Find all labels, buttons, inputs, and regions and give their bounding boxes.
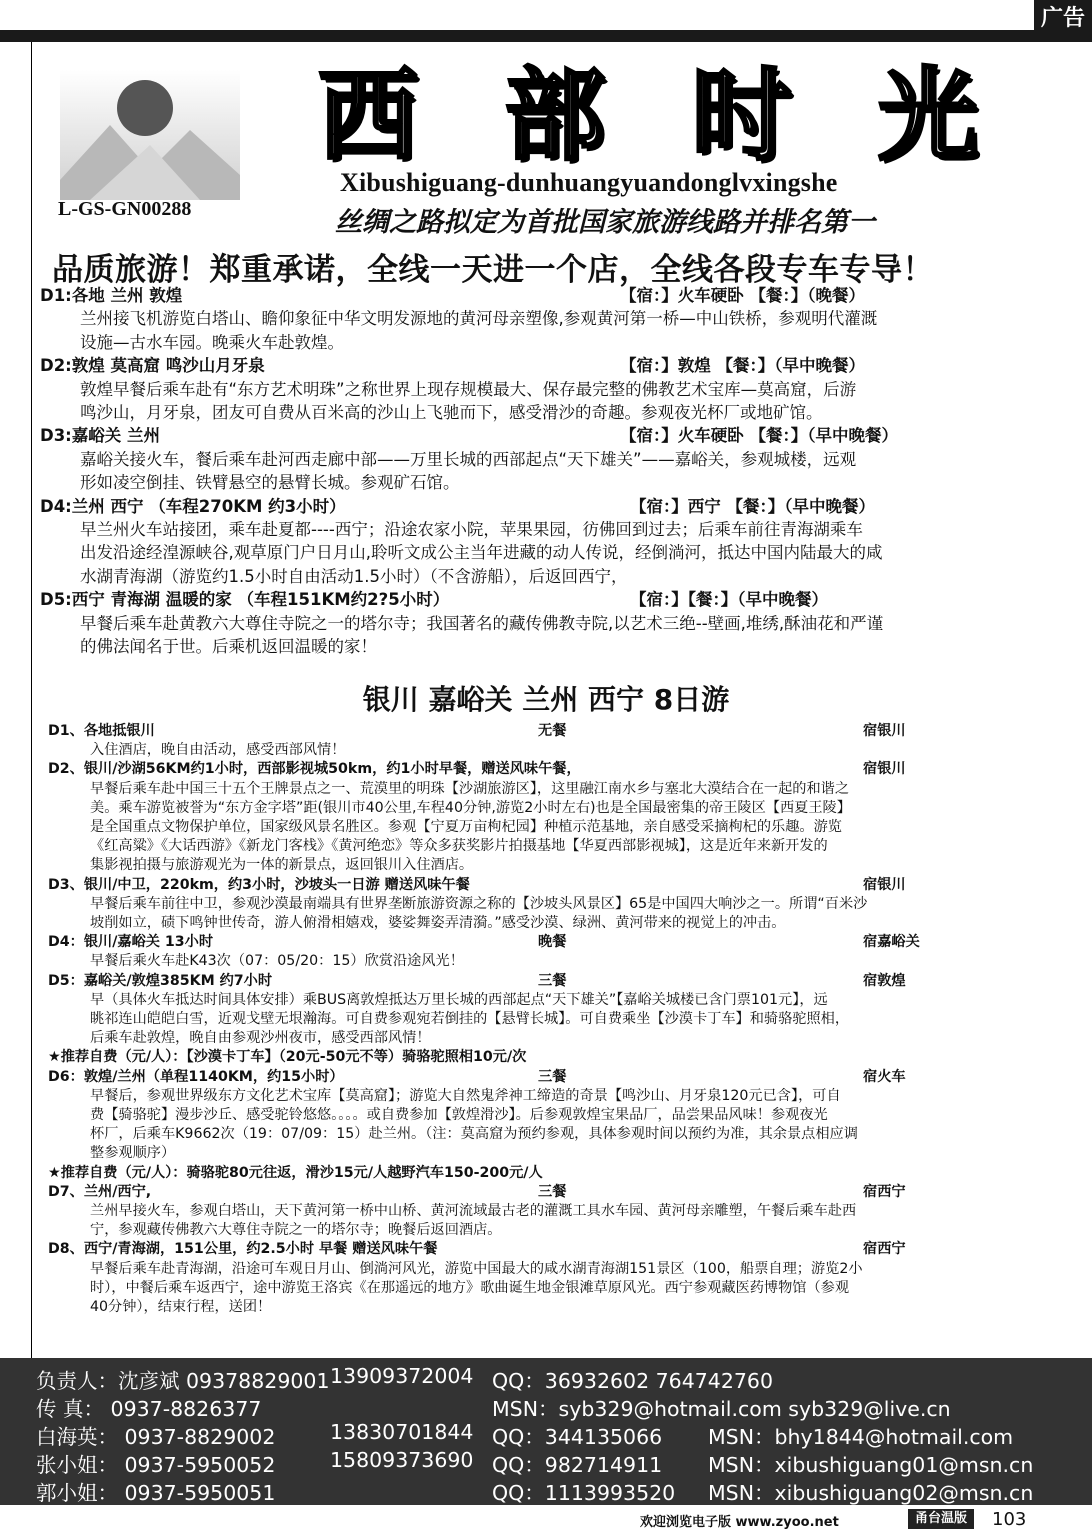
day-title: D3、银川/中卫，220km，约3小时，沙坡头一日游 赠送风味午餐 xyxy=(48,876,470,893)
tour2-itinerary xyxy=(48,722,1058,1317)
contact-qq: MSN：syb329@hotmail.com syb329@live.cn xyxy=(492,1397,951,1421)
day-info: 【宿：】西宁 【餐：】（早中晚餐） xyxy=(630,496,875,516)
edition-tag: 甬台温版 xyxy=(908,1509,974,1529)
contact-name-phone: 负责人：沈彦斌 09378829001 xyxy=(36,1369,330,1393)
contact-qq: QQ：344135066 xyxy=(492,1425,663,1449)
day-row xyxy=(48,876,1058,895)
day-title: D2:敦煌 莫高窟 鸣沙山月牙泉 xyxy=(40,356,265,376)
day-description: 兰州早接火车，参观白塔山，天下黄河第一桥中山桥、黄河流域最古老的灌溉工具水车园、黄河母亲雕塑，午餐后乘车赴西 xyxy=(90,1202,857,1219)
day-row xyxy=(40,495,1060,518)
day-stay: 宿火车 xyxy=(863,1068,906,1085)
recommended-extras: ★推荐自费（元/人）：【沙漠卡丁车】（20元-50元不等）骑骆驼照相10元/次 xyxy=(48,1049,527,1066)
day-description: 设施—古水车园。晚乘火车赴敦煌。 xyxy=(80,332,344,352)
day-stay: 宿西宁 xyxy=(863,1183,906,1200)
day-row xyxy=(48,933,1058,952)
contact-row xyxy=(0,1386,1092,1421)
day-row xyxy=(48,760,1058,779)
contact-mobile: 13909372004 xyxy=(330,1364,474,1388)
day-row xyxy=(48,1240,1058,1259)
contact-row xyxy=(0,1358,1092,1393)
day-meal: 三餐 xyxy=(538,972,567,989)
contact-panel xyxy=(0,1358,1092,1505)
brand-title xyxy=(318,56,978,174)
day-description: 嘉峪关接火车，餐后乘车赴河西走廊中部——万里长城的西部起点“天下雄关”——嘉峪关，参观城楼，远观 xyxy=(80,449,857,469)
day-title: D7、兰州/西宁, xyxy=(48,1183,152,1200)
contact-qq: QQ：1113993520 xyxy=(492,1481,676,1505)
day-row xyxy=(40,588,1060,611)
day-description: 出发沿途经湟源峡谷,观草原门户日月山,聆听文成公主当年进藏的动人传说，经倒淌河，抵达中国内陆最大的咸 xyxy=(80,543,883,563)
contact-qq: QQ：36932602 764742760 xyxy=(492,1369,774,1393)
day-description: 鸣沙山，月牙泉，团友可自费从百米高的沙山上飞驰而下，感受滑沙的奇趣。参观夜光杯厂或地矿馆。 xyxy=(80,403,823,422)
contact-name-phone: 张小姐： 0937-5950052 xyxy=(36,1453,276,1477)
day-description: 费【骑骆驼】漫步沙丘、感受驼铃悠悠。。。。或自费参加【敦煌滑沙】。后参观敦煌宝果品厂，品尝果品风味！参观夜光 xyxy=(90,1106,828,1123)
day-row xyxy=(48,1068,1058,1087)
day-meal: 三餐 xyxy=(538,1183,567,1200)
day-description: 水湖青海湖（游览约1.5小时自由活动1.5小时）（不含游船），后返回西宁， xyxy=(80,566,628,586)
day-info: 【宿：】火车硬卧 【餐：】（早中晚餐） xyxy=(620,426,898,446)
day-description: 集影视拍摄与旅游观光为一体的新景点，返回银川入住酒店。 xyxy=(90,857,474,874)
day-description: 《红高粱》《大话西游》《新龙门客栈》《黄河绝恋》等众多获奖影片拍摄基地【华夏西部影视城】，这是近年来新开发的 xyxy=(90,838,828,855)
day-meal: 三餐 xyxy=(538,1068,567,1085)
page-number: 103 xyxy=(992,1509,1027,1530)
day-description: 早餐后乘车前往中卫，参观沙漠最南端具有世界垄断旅游资源之称的【沙坡头风景区】65是中国四大响沙之一。所谓“百米沙 xyxy=(90,895,868,912)
tour2-heading: 银川 嘉峪关 兰州 西宁 8日游 xyxy=(362,683,730,716)
day-description: 早餐后乘车赴中国三十五个王牌景点之一、荒漠里的明珠【沙湖旅游区】，这里融江南水乡与塞北大漠结合在一起的和谐之 xyxy=(90,780,850,797)
contact-row xyxy=(0,1442,1092,1477)
day-description: 美。乘车游览被誉为“东方金字塔”距(银川市40公里,车程40分钟,游览2小时左右)也是全国最密集的帝王陵区【西夏王陵】 xyxy=(90,799,851,816)
day-title: D4：银川/嘉峪关 13小时 xyxy=(48,934,214,951)
day-meal: 晚餐 xyxy=(538,934,567,951)
company-logo xyxy=(60,70,240,200)
day-description: 形如凌空倒挂、铁臂悬空的悬臂长城。参观矿石馆。 xyxy=(80,473,460,493)
title-char: 部 xyxy=(504,56,605,174)
day-stay: 宿西宁 xyxy=(863,1241,906,1258)
day-description: 坡削如立，碛下鸣钟世传奇，游人俯滑相嬉戏，婆娑舞姿弄清漪。”感受沙漠、绿洲、黄河带来的视觉上的冲击。 xyxy=(90,914,786,931)
ad-tag: 广告 xyxy=(1034,0,1092,40)
page-footer xyxy=(0,1505,1092,1533)
day-description: 早（具体火车抵达时间具体安排）乘BUS离敦煌抵达万里长城的西部起点“天下雄关”【嘉峪关城楼已含门票101元】，远 xyxy=(90,991,828,1008)
day-description: 早兰州火车站接团，乘车赴夏都----西宁；沿途农家小院，苹果果园，彷佛回到过去；后乘车前往青海湖乘车 xyxy=(80,520,863,539)
title-char: 时 xyxy=(691,56,792,174)
day-meal: 无餐 xyxy=(538,723,567,739)
day-stay: 宿嘉峪关 xyxy=(863,934,920,951)
contact-mobile: 13830701844 xyxy=(330,1420,474,1444)
day-stay: 宿银川 xyxy=(863,761,906,778)
day-title: D4:兰州 西宁 （车程270KM 约3小时） xyxy=(40,496,346,516)
contact-name-phone: 传 真： 0937-8826377 xyxy=(36,1397,262,1421)
day-title: D5:西宁 青海湖 温暖的家 （车程151KM约2?5小时） xyxy=(40,590,450,610)
day-description: 早餐后，参观世界级东方文化艺术宝库【莫高窟】；游览大自然鬼斧神工缔造的奇景【鸣沙山、月牙泉120元已含】，可自 xyxy=(90,1087,841,1104)
contact-row xyxy=(0,1470,1092,1505)
welcome-text: 欢迎浏览电子版 www.zyoo.net xyxy=(640,1515,839,1530)
contact-qq: QQ：982714911 xyxy=(492,1453,663,1477)
contact-msn: MSN：bhy1844@hotmail.com xyxy=(708,1425,1014,1449)
day-title: D2、银川/沙湖56KM约1小时，西部影视城50km，约1小时早餐，赠送风味午餐， xyxy=(48,761,581,778)
contact-name-phone: 郭小姐： 0937-5950051 xyxy=(36,1481,276,1505)
day-row xyxy=(48,972,1058,991)
day-title: D6：敦煌/兰州（单程1140KM，约15小时） xyxy=(48,1068,344,1085)
day-row xyxy=(40,354,1060,377)
day-description: 的佛法闻名于世。后乘机返回温暖的家！ xyxy=(80,637,377,657)
day-stay: 宿敦煌 xyxy=(863,972,906,989)
contact-msn: MSN：xibushiguang02@msn.cn xyxy=(708,1481,1034,1505)
day-info: 【宿：】敦煌 【餐：】（早中晚餐） xyxy=(620,356,865,376)
top-bar xyxy=(0,30,1092,42)
day-title: D1、各地抵银川 xyxy=(48,723,155,739)
day-row xyxy=(48,1183,1058,1202)
route-slogan: 丝绸之路拟定为首批国家旅游线路并排名第一 xyxy=(335,207,875,238)
day-description: 早餐后乘火车赴K43次（07：05/20：15）欣赏沿途风光！ xyxy=(90,953,464,970)
contact-name-phone: 白海英： 0937-8829002 xyxy=(36,1425,276,1449)
day-title: D5：嘉峪关/敦煌385KM 约7小时 xyxy=(48,972,273,989)
day-description: 是全国重点文物保护单位，国家级风景名胜区。参观【宁夏万亩枸杞园】种植示范基地，亲自感受采摘枸杞的乐趣。游览 xyxy=(90,818,842,835)
day-description: 40分钟），结束行程，送团！ xyxy=(90,1298,272,1315)
tour1-itinerary xyxy=(40,284,1060,658)
day-description: 眺祁连山皑皑白雪，近观戈壁无垠瀚海。可自费参观宛若倒挂的【悬臂长城】。可自费乘坐【沙漠卡丁车】和骑骆驼照相， xyxy=(90,1010,850,1027)
license-number: L-GS-GN00288 xyxy=(58,198,192,220)
day-description: 早餐后乘车赴青海湖，沿途可车观日月山、倒淌河风光，游览中国最大的咸水湖青海湖151景区（100，船票自理；游览2小 xyxy=(90,1260,863,1277)
day-description: 兰州接飞机游览白塔山、瞻仰象征中华文明发源地的黄河母亲塑像,参观黄河第一桥—中山铁桥，参观明代灌溉 xyxy=(80,309,878,329)
day-title: D3:嘉峪关 兰州 xyxy=(40,426,161,446)
day-stay: 宿银川 xyxy=(863,876,906,893)
day-title: D8、西宁/青海湖，151公里，约2.5小时 早餐 赠送风味午餐 xyxy=(48,1241,438,1258)
recommended-extras: ★推荐自费（元/人）：骑骆驼80元往返，滑沙15元/人越野汽车150-200元/人 xyxy=(48,1164,543,1181)
contact-msn: MSN：xibushiguang01@msn.cn xyxy=(708,1453,1034,1477)
quality-slogan: 品质旅游！郑重承诺，全线一天进一个店，全线各段专车专导！ xyxy=(52,252,934,288)
title-char: 光 xyxy=(877,56,978,174)
day-row xyxy=(40,424,1060,447)
day-info: 【宿：】【餐：】（早中晚餐） xyxy=(630,590,828,610)
day-description: 整参观顺序） xyxy=(90,1145,176,1162)
day-description: 入住酒店，晚自由活动，感受西部风情！ xyxy=(90,742,346,759)
day-stay: 宿银川 xyxy=(863,723,906,739)
day-title: D1:各地 兰州 敦煌 xyxy=(40,286,183,305)
contact-mobile: 15809373690 xyxy=(330,1448,474,1472)
day-description: 早餐后乘车赴黄教六大尊住寺院之一的塔尔寺；我国著名的藏传佛教寺院,以艺术三绝--壁画,堆绣,酥油花和严谨 xyxy=(80,613,884,633)
contact-row xyxy=(0,1414,1092,1449)
day-description: 后乘车赴敦煌，晚自由参观沙州夜市，感受西部风情！ xyxy=(90,1030,431,1047)
day-description: 敦煌早餐后乘车赴有“东方艺术明珠”之称世界上现存规模最大、保存最完整的佛教艺术宝库—莫高窟，后游 xyxy=(80,379,857,399)
day-row xyxy=(48,722,1058,741)
day-description: 时），中餐后乘车返西宁，途中游览王洛宾《在那遥远的地方》歌曲诞生地金银滩草原风光。西宁参观藏医药博物馆（参观 xyxy=(90,1279,850,1296)
day-row xyxy=(40,284,1060,307)
day-description: 杯厂，后乘车K9662次（19：07/09：15）赴兰州。（注：莫高窟为预约参观，具体参观时间以预约为准，其余景点相应调 xyxy=(90,1126,858,1143)
day-description: 宁，参观藏传佛教六大尊住寺院之一的塔尔寺；晚餐后返回酒店。 xyxy=(90,1222,502,1239)
day-info: 【宿：】火车硬卧 【餐：】（晚餐） xyxy=(620,286,865,305)
brand-pinyin: Xibushiguang-dunhuangyuandonglvxingshe xyxy=(340,168,838,197)
title-char: 西 xyxy=(318,56,418,174)
